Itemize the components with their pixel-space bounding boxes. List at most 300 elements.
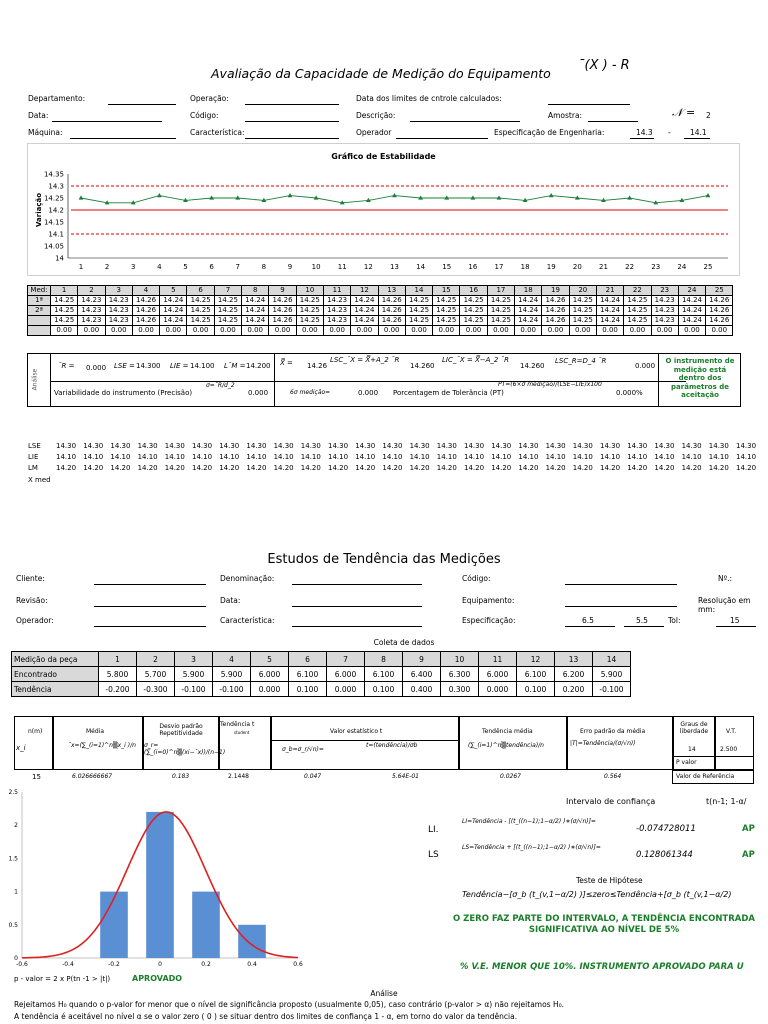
table-cell: 14.25 <box>296 316 323 326</box>
header-cell: 9 <box>269 286 296 296</box>
ve-status: % V.E. MENOR QUE 10%. INSTRUMENTO APROVADO PARA U <box>460 962 744 972</box>
table-cell: 0.00 <box>51 326 78 336</box>
limit-value: 14.10 <box>708 453 729 461</box>
limit-value: 14.30 <box>600 442 621 450</box>
header-cell: 10 <box>296 286 323 296</box>
table-cell: 0.300 <box>441 682 479 697</box>
limit-value: 14.20 <box>273 464 294 472</box>
table-cell: 0.00 <box>187 326 214 336</box>
table-cell: 0.00 <box>132 326 159 336</box>
sixsigma-value: 0.000 <box>358 389 379 397</box>
table-cell: 1 <box>99 652 137 667</box>
table-cell: 14.25 <box>624 316 651 326</box>
y-tick-label: 2.5 <box>8 789 18 796</box>
y-tick-label: 14.25 <box>43 194 64 203</box>
amostra-label: Amostra: <box>548 111 583 120</box>
limit-value: 14.10 <box>192 453 213 461</box>
table-cell: 13 <box>555 652 593 667</box>
measurements-table-wrap <box>27 285 733 336</box>
table-cell: -0.100 <box>213 682 251 697</box>
data-point <box>444 195 449 199</box>
table-cell: 14.24 <box>678 296 705 306</box>
x-tick-label: 5 <box>183 263 188 271</box>
table-cell: 0.000 <box>479 682 517 697</box>
lscr-value: 0.000 <box>635 362 656 370</box>
limit-value: 14.20 <box>627 464 648 472</box>
table-cell: 14.24 <box>160 306 187 316</box>
stat-sigb-value: 0.047 <box>304 773 322 780</box>
ls-value: 0.128061344 <box>636 850 693 860</box>
x-tick-label: 22 <box>625 263 635 271</box>
variability-label: Variabilidade do instrumento (Precisão) <box>54 389 193 397</box>
divider <box>274 354 275 381</box>
x-tick-label: 0.6 <box>293 961 303 968</box>
table-cell: 0.100 <box>365 682 403 697</box>
limit-value: 14.20 <box>518 464 539 472</box>
table-cell: 14.26 <box>706 306 733 316</box>
table-cell: 0.100 <box>517 682 555 697</box>
section2-title: Estudos de Tendência das Medições <box>267 552 501 567</box>
table-cell: 14.24 <box>242 296 269 306</box>
table-cell: 14.24 <box>515 316 542 326</box>
rbar-value: 0.000 <box>86 364 107 372</box>
th-title: Teste de Hipótese <box>576 876 643 885</box>
table-cell: 14.23 <box>323 296 350 306</box>
data-point <box>209 195 214 199</box>
table-cell: 0.000 <box>327 682 365 697</box>
spec-high-line <box>684 128 710 139</box>
limit-value: 14.20 <box>708 464 729 472</box>
y-tick-label: 14.35 <box>43 170 64 179</box>
stat-vref-label: Valor de Referência <box>676 773 735 780</box>
ls-status: AP <box>742 850 755 860</box>
table-cell: 5 <box>251 652 289 667</box>
table-cell: Medição da peça <box>12 652 99 667</box>
denominacao-label: Denominação: <box>220 574 275 583</box>
table-cell: 14.26 <box>269 296 296 306</box>
data2-label: Data: <box>220 596 241 605</box>
operador-label: Operador <box>356 128 392 137</box>
table-cell: 14.25 <box>433 306 460 316</box>
amostra-field[interactable] <box>588 111 638 122</box>
coleta-table <box>11 651 631 697</box>
table-cell: 14.25 <box>433 316 460 326</box>
table-row <box>28 296 733 306</box>
table-cell: 6.100 <box>289 667 327 682</box>
lm-row-label: LM <box>28 464 38 472</box>
limit-value: 14.30 <box>464 442 485 450</box>
stat-vt-label: V.T. <box>726 728 737 735</box>
table-cell: 14.25 <box>487 296 514 306</box>
pt-label: Porcentagem de Tolerância (PT) <box>393 389 504 397</box>
header-cell: 5 <box>160 286 187 296</box>
table-cell: 14.26 <box>378 296 405 306</box>
lse-label: LSE = <box>114 362 135 370</box>
table-cell: 3 <box>175 652 213 667</box>
table-cell: 14.25 <box>214 316 241 326</box>
table-cell: 9 <box>403 652 441 667</box>
table-cell: 0.00 <box>624 326 651 336</box>
codigo-field[interactable] <box>245 111 339 122</box>
header-cell: Med: <box>28 286 51 296</box>
spec-high: 14.1 <box>690 128 707 137</box>
limit-value: 14.20 <box>328 464 349 472</box>
limit-value: 14.10 <box>681 453 702 461</box>
limit-value: 14.30 <box>56 442 77 450</box>
table-cell: 14.25 <box>624 306 651 316</box>
table-cell: 0.00 <box>214 326 241 336</box>
table-cell: 14.24 <box>678 316 705 326</box>
table-cell: 7 <box>327 652 365 667</box>
table-cell: 14.26 <box>132 296 159 306</box>
limit-value: 14.30 <box>273 442 294 450</box>
table-cell: 12 <box>517 652 555 667</box>
limit-value: 14.30 <box>518 442 539 450</box>
table-cell: 14.25 <box>51 316 78 326</box>
limit-value: 14.20 <box>436 464 457 472</box>
table-row <box>28 306 733 316</box>
data2-field[interactable] <box>292 596 422 607</box>
table-cell: 14.25 <box>405 306 432 316</box>
limit-value: 14.10 <box>382 453 403 461</box>
table-row <box>12 667 631 682</box>
table-cell: 14.24 <box>351 316 378 326</box>
table-cell: 14.26 <box>132 306 159 316</box>
table-cell: 0.00 <box>433 326 460 336</box>
table-cell: 14.23 <box>651 316 678 326</box>
x-tick-label: -0.4 <box>62 961 74 968</box>
limit-value: 14.20 <box>56 464 77 472</box>
stat-epm-label: Erro padrão da média <box>580 728 646 735</box>
histogram-bar <box>146 812 174 958</box>
table-cell: 14.25 <box>487 316 514 326</box>
limit-value: 14.20 <box>600 464 621 472</box>
table-row <box>28 316 733 326</box>
x-tick-label: -0.6 <box>16 961 28 968</box>
table-cell: 0.00 <box>78 326 105 336</box>
data-point <box>235 195 240 199</box>
table-cell: 14.24 <box>596 306 623 316</box>
divider <box>270 740 458 741</box>
limit-value: 14.20 <box>83 464 104 472</box>
limit-value: 14.20 <box>164 464 185 472</box>
codigo2-label: Código: <box>462 574 491 583</box>
y-tick-label: 14 <box>55 254 64 263</box>
cliente-label: Cliente: <box>16 574 45 583</box>
table-cell: 14.25 <box>624 296 651 306</box>
limit-value: 14.10 <box>736 453 757 461</box>
table-cell: 0.00 <box>323 326 350 336</box>
codigo2-field[interactable] <box>565 574 677 585</box>
li-status: AP <box>742 824 755 834</box>
analysis-status: O instrumento de medição está dentro dos parâmetros de aceitação <box>665 357 735 399</box>
table-cell: 5.900 <box>175 667 213 682</box>
lie-value: 14.100 <box>190 362 215 370</box>
header-cell: 21 <box>596 286 623 296</box>
footer-line2: A tendência é aceitável no nível α se o valor zero ( 0 ) se situar dentro dos limites de confiança 1 - α, em torno do valor da tendência. <box>14 1012 518 1021</box>
table-cell: 0.00 <box>515 326 542 336</box>
table-cell: -0.200 <box>99 682 137 697</box>
data-limites-label: Data dos limites de cntrole calculados: <box>356 94 502 103</box>
limit-value: 14.10 <box>491 453 512 461</box>
equipamento-field[interactable] <box>565 596 677 607</box>
histogram-chart <box>0 784 310 994</box>
table-cell: 0.00 <box>678 326 705 336</box>
y-tick-label: 0.5 <box>8 921 18 929</box>
table-cell: -0.100 <box>175 682 213 697</box>
licx-value: 14.260 <box>520 362 545 370</box>
table-cell: 14.25 <box>460 306 487 316</box>
x-tick-label: 2 <box>104 263 110 271</box>
x-tick-label: 4 <box>157 263 162 271</box>
lm-value: 14.200 <box>246 362 271 370</box>
table-cell: 6.400 <box>403 667 441 682</box>
table-cell: 14.24 <box>160 316 187 326</box>
n-label: 𝒩 = <box>672 106 696 119</box>
stat-pvalor-label: P valor <box>676 759 697 766</box>
limit-value: 14.10 <box>545 453 566 461</box>
table-cell: 14.25 <box>51 296 78 306</box>
descricao-field[interactable] <box>410 111 520 122</box>
divider <box>658 354 659 406</box>
table-cell: 11 <box>479 652 517 667</box>
table-cell: 14.23 <box>78 306 105 316</box>
stat-tend-value: 2.1448 <box>228 773 249 780</box>
esp1-value: 6.5 <box>582 616 594 625</box>
table-cell: 0.00 <box>460 326 487 336</box>
table-row <box>12 682 631 697</box>
table-cell: 0.400 <box>403 682 441 697</box>
limit-value: 14.10 <box>273 453 294 461</box>
footer-title: Análise <box>370 989 398 998</box>
table-cell: 1ª <box>28 296 51 306</box>
table-cell: 0.000 <box>251 682 289 697</box>
table-cell: 14.25 <box>405 296 432 306</box>
stat-sigb-formula: σ_b=σ_r/√n)= <box>282 746 324 753</box>
header-cell: 23 <box>651 286 678 296</box>
table-cell: 14.24 <box>160 296 187 306</box>
table-cell: 14.25 <box>187 316 214 326</box>
ic-conclusion: O ZERO FAZ PARTE DO INTERVALO, A TENDÊNCIA ENCONTRADA SIGNIFICATIVA AO NÍVEL DE 5% <box>453 914 755 935</box>
stat-media-formula: ¯x=(∑_(i=1)^n▒x_i )/n <box>68 742 136 749</box>
table-cell: 14.24 <box>596 316 623 326</box>
denominacao-field[interactable] <box>292 574 422 585</box>
limit-value: 14.10 <box>300 453 321 461</box>
header-cell: 4 <box>132 286 159 296</box>
stat-t-value: 5.64E-01 <box>392 773 419 780</box>
xbb-label: X̿ = <box>280 359 293 367</box>
stability-chart-svg <box>28 144 739 275</box>
table-cell: 14.25 <box>433 296 460 306</box>
limit-value: 14.30 <box>708 442 729 450</box>
limit-value: 14.30 <box>654 442 675 450</box>
coleta-table-wrap <box>11 651 631 697</box>
limit-value: 14.30 <box>436 442 457 450</box>
lie-label: LIE = <box>170 362 189 370</box>
table-cell: 0.00 <box>596 326 623 336</box>
table-cell: 14.23 <box>323 316 350 326</box>
y-tick-label: 1 <box>14 888 18 896</box>
header-cell: 22 <box>624 286 651 296</box>
pvalue-status: APROVADO <box>132 974 183 983</box>
header-cell: 12 <box>351 286 378 296</box>
stat-tend-sub: student <box>234 730 250 735</box>
histogram-bar <box>192 892 220 958</box>
table-cell: 14.23 <box>105 306 132 316</box>
limit-value: 14.30 <box>300 442 321 450</box>
table-cell: 0.00 <box>569 326 596 336</box>
limit-value: 14.30 <box>572 442 593 450</box>
table-cell: 5.800 <box>99 667 137 682</box>
table-cell: 14.26 <box>269 316 296 326</box>
pt-value: 0.000% <box>616 389 643 397</box>
caracteristica-field[interactable] <box>245 128 339 139</box>
measurements-table <box>27 285 733 336</box>
footer-line1: Rejeitamos H₀ quando o p-valor for menor que o nível de significância proposto (usualmente 0,05), caso contrário (p-valor > α) não rejeitamos H₀. <box>14 1000 565 1009</box>
lscx-label: LSC_¯X = X̿+A_2 ¯R <box>330 356 400 364</box>
table-cell: 14.24 <box>242 306 269 316</box>
caracteristica-label: Característica: <box>190 128 245 137</box>
data-point <box>392 193 397 197</box>
data-point <box>549 193 554 197</box>
xbar-r-formula: ¯(X ) - R <box>578 58 630 73</box>
table-cell: 14.25 <box>214 306 241 316</box>
limit-value: 14.30 <box>627 442 648 450</box>
limit-value: 14.30 <box>491 442 512 450</box>
table-cell <box>28 326 51 336</box>
table-cell: 14.26 <box>706 296 733 306</box>
lse-value: 14.300 <box>136 362 161 370</box>
pt-formula: PT=(6×σ medição)/(LSE−LIE)x100 <box>498 381 602 388</box>
data-label: Data: <box>28 111 49 120</box>
table-cell: 14.26 <box>706 316 733 326</box>
li-label: LI. <box>428 825 439 835</box>
maquina-field[interactable] <box>70 128 176 139</box>
sigma-label: σ=¯R/d_2 <box>206 382 235 389</box>
y-tick-label: 14.05 <box>43 242 64 251</box>
stat-vt-value: 2.500 <box>720 746 738 753</box>
y-tick-label: 2 <box>14 822 18 830</box>
departamento-field[interactable] <box>108 94 176 105</box>
coleta-title: Coleta de dados <box>373 638 435 647</box>
table-cell: 14.25 <box>51 306 78 316</box>
limit-value: 14.30 <box>736 442 757 450</box>
x-tick-label: 14 <box>416 263 426 271</box>
stat-dp-value: 0.183 <box>172 773 190 780</box>
operacao-field[interactable] <box>245 94 339 105</box>
y-tick-label: 14.3 <box>48 182 64 191</box>
table-cell: 14.25 <box>569 316 596 326</box>
analysis-side-label: Análise <box>31 368 39 391</box>
header-cell: 11 <box>323 286 350 296</box>
sixsigma-label: 6σ medição= <box>290 389 331 396</box>
limit-value: 14.20 <box>192 464 213 472</box>
header-cell: 16 <box>460 286 487 296</box>
spec-label: Especificação de Engenharia: <box>494 128 605 137</box>
stat-tm-value: 0.0267 <box>500 773 521 780</box>
lie-row-label: LIE <box>28 453 39 461</box>
tol-line <box>716 616 756 627</box>
revisao-label: Revisão: <box>16 596 48 605</box>
header-cell: 24 <box>678 286 705 296</box>
operador2-field[interactable] <box>94 616 206 627</box>
rbar-label: ¯R = <box>58 362 75 370</box>
tol-value: 15 <box>730 616 740 625</box>
x-tick-label: 20 <box>572 263 582 271</box>
limit-value: 14.10 <box>436 453 457 461</box>
stat-t-formula: t=(tendência)/σb <box>366 742 418 749</box>
limit-value: 14.10 <box>219 453 240 461</box>
data-point <box>497 195 502 199</box>
table-cell: 5.900 <box>593 667 631 682</box>
header-cell: 2 <box>78 286 105 296</box>
table-cell: 14.25 <box>187 296 214 306</box>
limit-value: 14.20 <box>137 464 158 472</box>
cliente-field[interactable] <box>94 574 206 585</box>
x-tick-label: 7 <box>235 263 240 271</box>
revisao-field[interactable] <box>94 596 206 607</box>
data-field[interactable] <box>52 111 162 122</box>
header-cell: 18 <box>515 286 542 296</box>
stat-tm-formula: (∑_(i=1)^n▒tendência)/n <box>468 742 544 749</box>
limit-value: 14.20 <box>300 464 321 472</box>
table-cell: 0.00 <box>269 326 296 336</box>
table-cell: 14.25 <box>296 296 323 306</box>
header-cell: 19 <box>542 286 569 296</box>
y-tick-label: 14.1 <box>48 230 64 239</box>
table-cell: 14.25 <box>460 296 487 306</box>
departamento-label: Departamento: <box>28 94 86 103</box>
stat-gl-value: 14 <box>688 746 696 753</box>
table-cell: 14.23 <box>323 306 350 316</box>
chart-title: Gráfico de Estabilidade <box>331 152 436 161</box>
limit-value: 14.10 <box>572 453 593 461</box>
header-cell: 3 <box>105 286 132 296</box>
header-cell: 17 <box>487 286 514 296</box>
x-tick-label: 8 <box>261 263 267 271</box>
limit-value: 14.10 <box>600 453 621 461</box>
table-cell: 14.25 <box>187 306 214 316</box>
lscr-label: LSC_R=D_4 ¯R <box>555 357 607 365</box>
caracteristica2-field[interactable] <box>292 616 422 627</box>
header-cell: 1 <box>51 286 78 296</box>
analysis-box <box>27 353 741 407</box>
esp2-value: 5.5 <box>636 616 648 625</box>
table-cell: 14.24 <box>678 306 705 316</box>
table-row <box>12 652 631 667</box>
stat-n-value: 15 <box>32 773 41 781</box>
limit-value: 14.20 <box>355 464 376 472</box>
spec-low: 14.3 <box>636 128 653 137</box>
table-cell: 0.00 <box>378 326 405 336</box>
x-tick-label: 16 <box>468 263 478 271</box>
stat-dp-label: Desvio padrão Repetitividade <box>159 723 203 737</box>
x-tick-label: 15 <box>442 263 452 271</box>
limit-value: 14.30 <box>192 442 213 450</box>
table-cell: 14.23 <box>105 296 132 306</box>
table-cell: 6.300 <box>441 667 479 682</box>
limit-value: 14.20 <box>219 464 240 472</box>
limit-value: 14.30 <box>164 442 185 450</box>
operador-field[interactable] <box>396 128 488 139</box>
table-cell: 0.00 <box>160 326 187 336</box>
stats-table <box>14 716 754 784</box>
header-cell: 14 <box>405 286 432 296</box>
data-limites-field[interactable] <box>548 94 630 105</box>
table-cell: 0.00 <box>105 326 132 336</box>
lse-row-label: LSE <box>28 442 41 450</box>
limit-value: 14.10 <box>164 453 185 461</box>
